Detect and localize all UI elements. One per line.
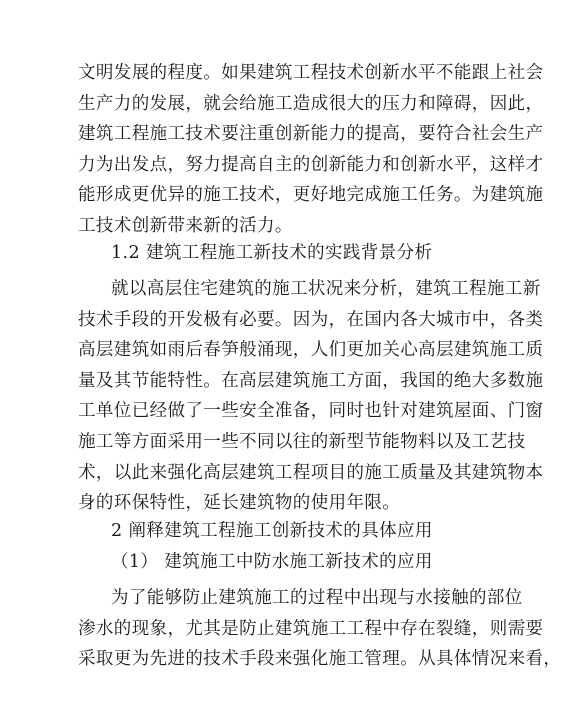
paragraph-2-line-8: 身的环保特性，延长建筑物的使用年限。: [78, 493, 401, 513]
paragraph-2-line-2: 技术手段的开发极有必要。因为，在国内各大城市中，各类: [78, 310, 544, 330]
paragraph-1-line-5: 能形成更优异的施工技术，更好地完成施工任务。为建筑施: [78, 185, 544, 205]
paragraph-1-line-2: 生产力的发展，就会给施工造成很大的压力和障碍，因此，: [78, 94, 544, 114]
paragraph-2-line-1: 就以高层住宅建筑的施工状况来分析，建筑工程施工新: [111, 279, 541, 299]
paragraph-2-line-7: 术，以此来强化高层建筑工程项目的施工质量及其建筑物本: [78, 463, 544, 483]
paragraph-3-line-3: 采取更为先进的技术手段来强化施工管理。从具体情况来看，: [78, 649, 561, 669]
paragraph-1-line-3: 建筑工程施工技术要注重创新能力的提高，要符合社会生产: [78, 124, 544, 144]
paragraph-1-line-6: 工技术创新带来新的活力。: [78, 216, 293, 236]
paragraph-2-line-5: 工单位已经做了一些安全准备，同时也针对建筑屋面、门窗: [78, 401, 544, 421]
paragraph-3-line-2: 渗水的现象，尤其是防止建筑施工工程中存在裂缝，则需要: [78, 619, 544, 639]
section-heading-2: 2 阐释建筑工程施工创新技术的具体应用: [111, 521, 433, 541]
paragraph-2-line-4: 量及其节能特性。在高层建筑施工方面，我国的绝大多数施: [78, 371, 544, 391]
section-heading-1-2: 1.2 建筑工程施工新技术的实践背景分析: [111, 243, 433, 263]
paragraph-1-line-4: 力为出发点，努力提高自主的创新能力和创新水平，这样才: [78, 155, 544, 175]
paragraph-3-line-1: 为了能够防止建筑施工的过程中出现与水接触的部位: [111, 588, 523, 608]
paragraph-2-line-3: 高层建筑如雨后春笋般涌现，人们更加关心高层建筑施工质: [78, 340, 544, 360]
paragraph-2-line-6: 施工等方面采用一些不同以往的新型节能物料以及工艺技: [78, 432, 526, 452]
paragraph-1-line-1: 文明发展的程度。如果建筑工程技术创新水平不能跟上社会: [78, 63, 544, 83]
subsection-heading-2-1: （1） 建筑施工中防水施工新技术的应用: [111, 552, 433, 572]
